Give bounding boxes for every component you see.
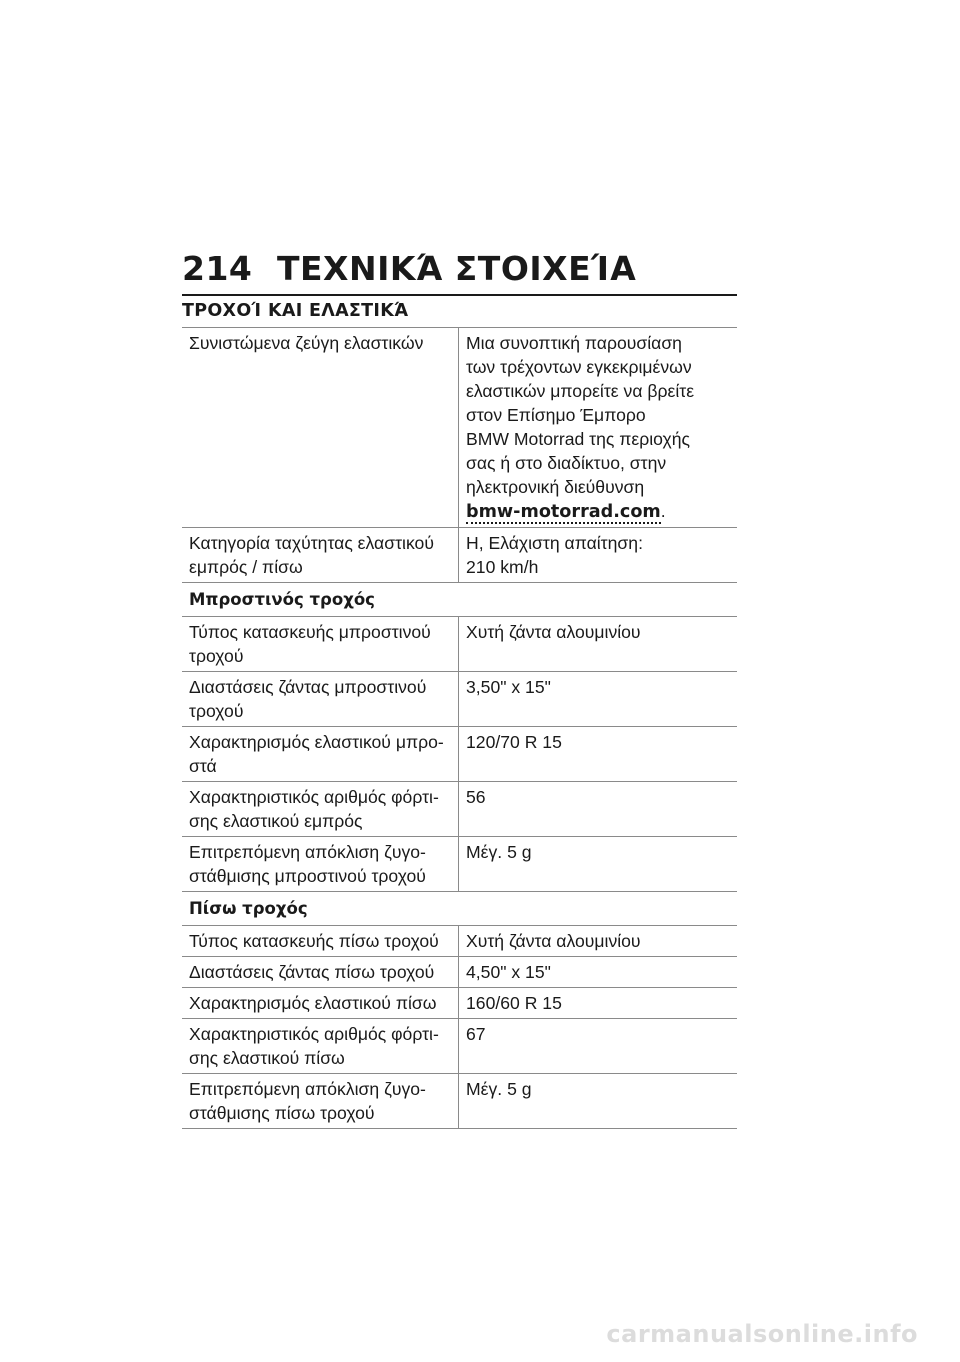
watermark: carmanualsonline.info bbox=[606, 1320, 918, 1348]
row-label: Συνιστώμενα ζεύγη ελαστικών bbox=[182, 328, 459, 528]
table-row bbox=[182, 727, 737, 782]
table-row bbox=[182, 528, 737, 583]
rear-wheel-heading: Πίσω τροχός bbox=[182, 892, 737, 926]
row-value: 3,50" x 15" bbox=[459, 672, 738, 727]
table-row bbox=[182, 328, 737, 528]
table-row bbox=[182, 782, 737, 837]
row-value: Μέγ. 5 g bbox=[459, 837, 738, 892]
table-row bbox=[182, 617, 737, 672]
row-value: 4,50" x 15" bbox=[459, 957, 738, 988]
table-row bbox=[182, 926, 737, 957]
row-label: Χαρακτηρισμός ελαστικού πίσω bbox=[182, 988, 459, 1019]
row-value: Μέγ. 5 g bbox=[459, 1074, 738, 1129]
row-label: Τύπος κατασκευής πίσω τροχού bbox=[182, 926, 459, 957]
page-header bbox=[182, 248, 742, 288]
row-value: Χυτή ζάντα αλουμινίου bbox=[459, 617, 738, 672]
row-label: Χαρακτηρισμός ελαστικού μπρο- στά bbox=[182, 727, 459, 782]
row-value: 56 bbox=[459, 782, 738, 837]
row-value: Χυτή ζάντα αλουμινίου bbox=[459, 926, 738, 957]
row-label: Χαρακτηριστικός αριθμός φόρτι- σης ελαστικού εμπρός bbox=[182, 782, 459, 837]
table-row bbox=[182, 672, 737, 727]
row-value: H, Ελάχιστη απαίτηση: 210 km/h bbox=[459, 528, 738, 583]
chapter-title: ΤΕΧΝΙΚΆ ΣΤΟΙΧΕΊΑ bbox=[277, 248, 637, 288]
website-link[interactable]: bmw-motorrad.com bbox=[466, 502, 661, 522]
subheading-row bbox=[182, 583, 737, 617]
row-value: 67 bbox=[459, 1019, 738, 1074]
row-label: Τύπος κατασκευής μπροστινού τροχού bbox=[182, 617, 459, 672]
row-label: Διαστάσεις ζάντας μπροστινού τροχού bbox=[182, 672, 459, 727]
subheading-row bbox=[182, 892, 737, 926]
table-row bbox=[182, 1019, 737, 1074]
table-row bbox=[182, 957, 737, 988]
row-value: 160/60 R 15 bbox=[459, 988, 738, 1019]
row-label: Επιτρεπόμενη απόκλιση ζυγο- στάθμισης μπροστινού τροχού bbox=[182, 837, 459, 892]
spec-table bbox=[182, 327, 737, 1129]
row-value: Μια συνοπτική παρουσίαση των τρέχοντων εγκεκριμένων ελαστικών μπορείτε να βρείτε στον Επίσημο Έμπορο BMW Motorrad της περιοχής σας ή στο διαδίκτυο, στην ηλεκτρονική διεύθυνση bmw-motorrad.com. bbox=[459, 328, 738, 528]
page-number: 214 bbox=[182, 248, 253, 288]
row-label: Κατηγορία ταχύτητας ελαστικού εμπρός / πίσω bbox=[182, 528, 459, 583]
table-row bbox=[182, 837, 737, 892]
row-label: Διαστάσεις ζάντας πίσω τροχού bbox=[182, 957, 459, 988]
front-wheel-heading: Μπροστινός τροχός bbox=[182, 583, 737, 617]
row-label: Χαρακτηριστικός αριθμός φόρτι- σης ελαστικού πίσω bbox=[182, 1019, 459, 1074]
table-row bbox=[182, 988, 737, 1019]
section-title: ΤΡΟΧΟΊ ΚΑΙ ΕΛΑΣΤΙΚΆ bbox=[182, 294, 737, 321]
table-row bbox=[182, 1074, 737, 1129]
row-label: Επιτρεπόμενη απόκλιση ζυγο- στάθμισης πίσω τροχού bbox=[182, 1074, 459, 1129]
row-value: 120/70 R 15 bbox=[459, 727, 738, 782]
